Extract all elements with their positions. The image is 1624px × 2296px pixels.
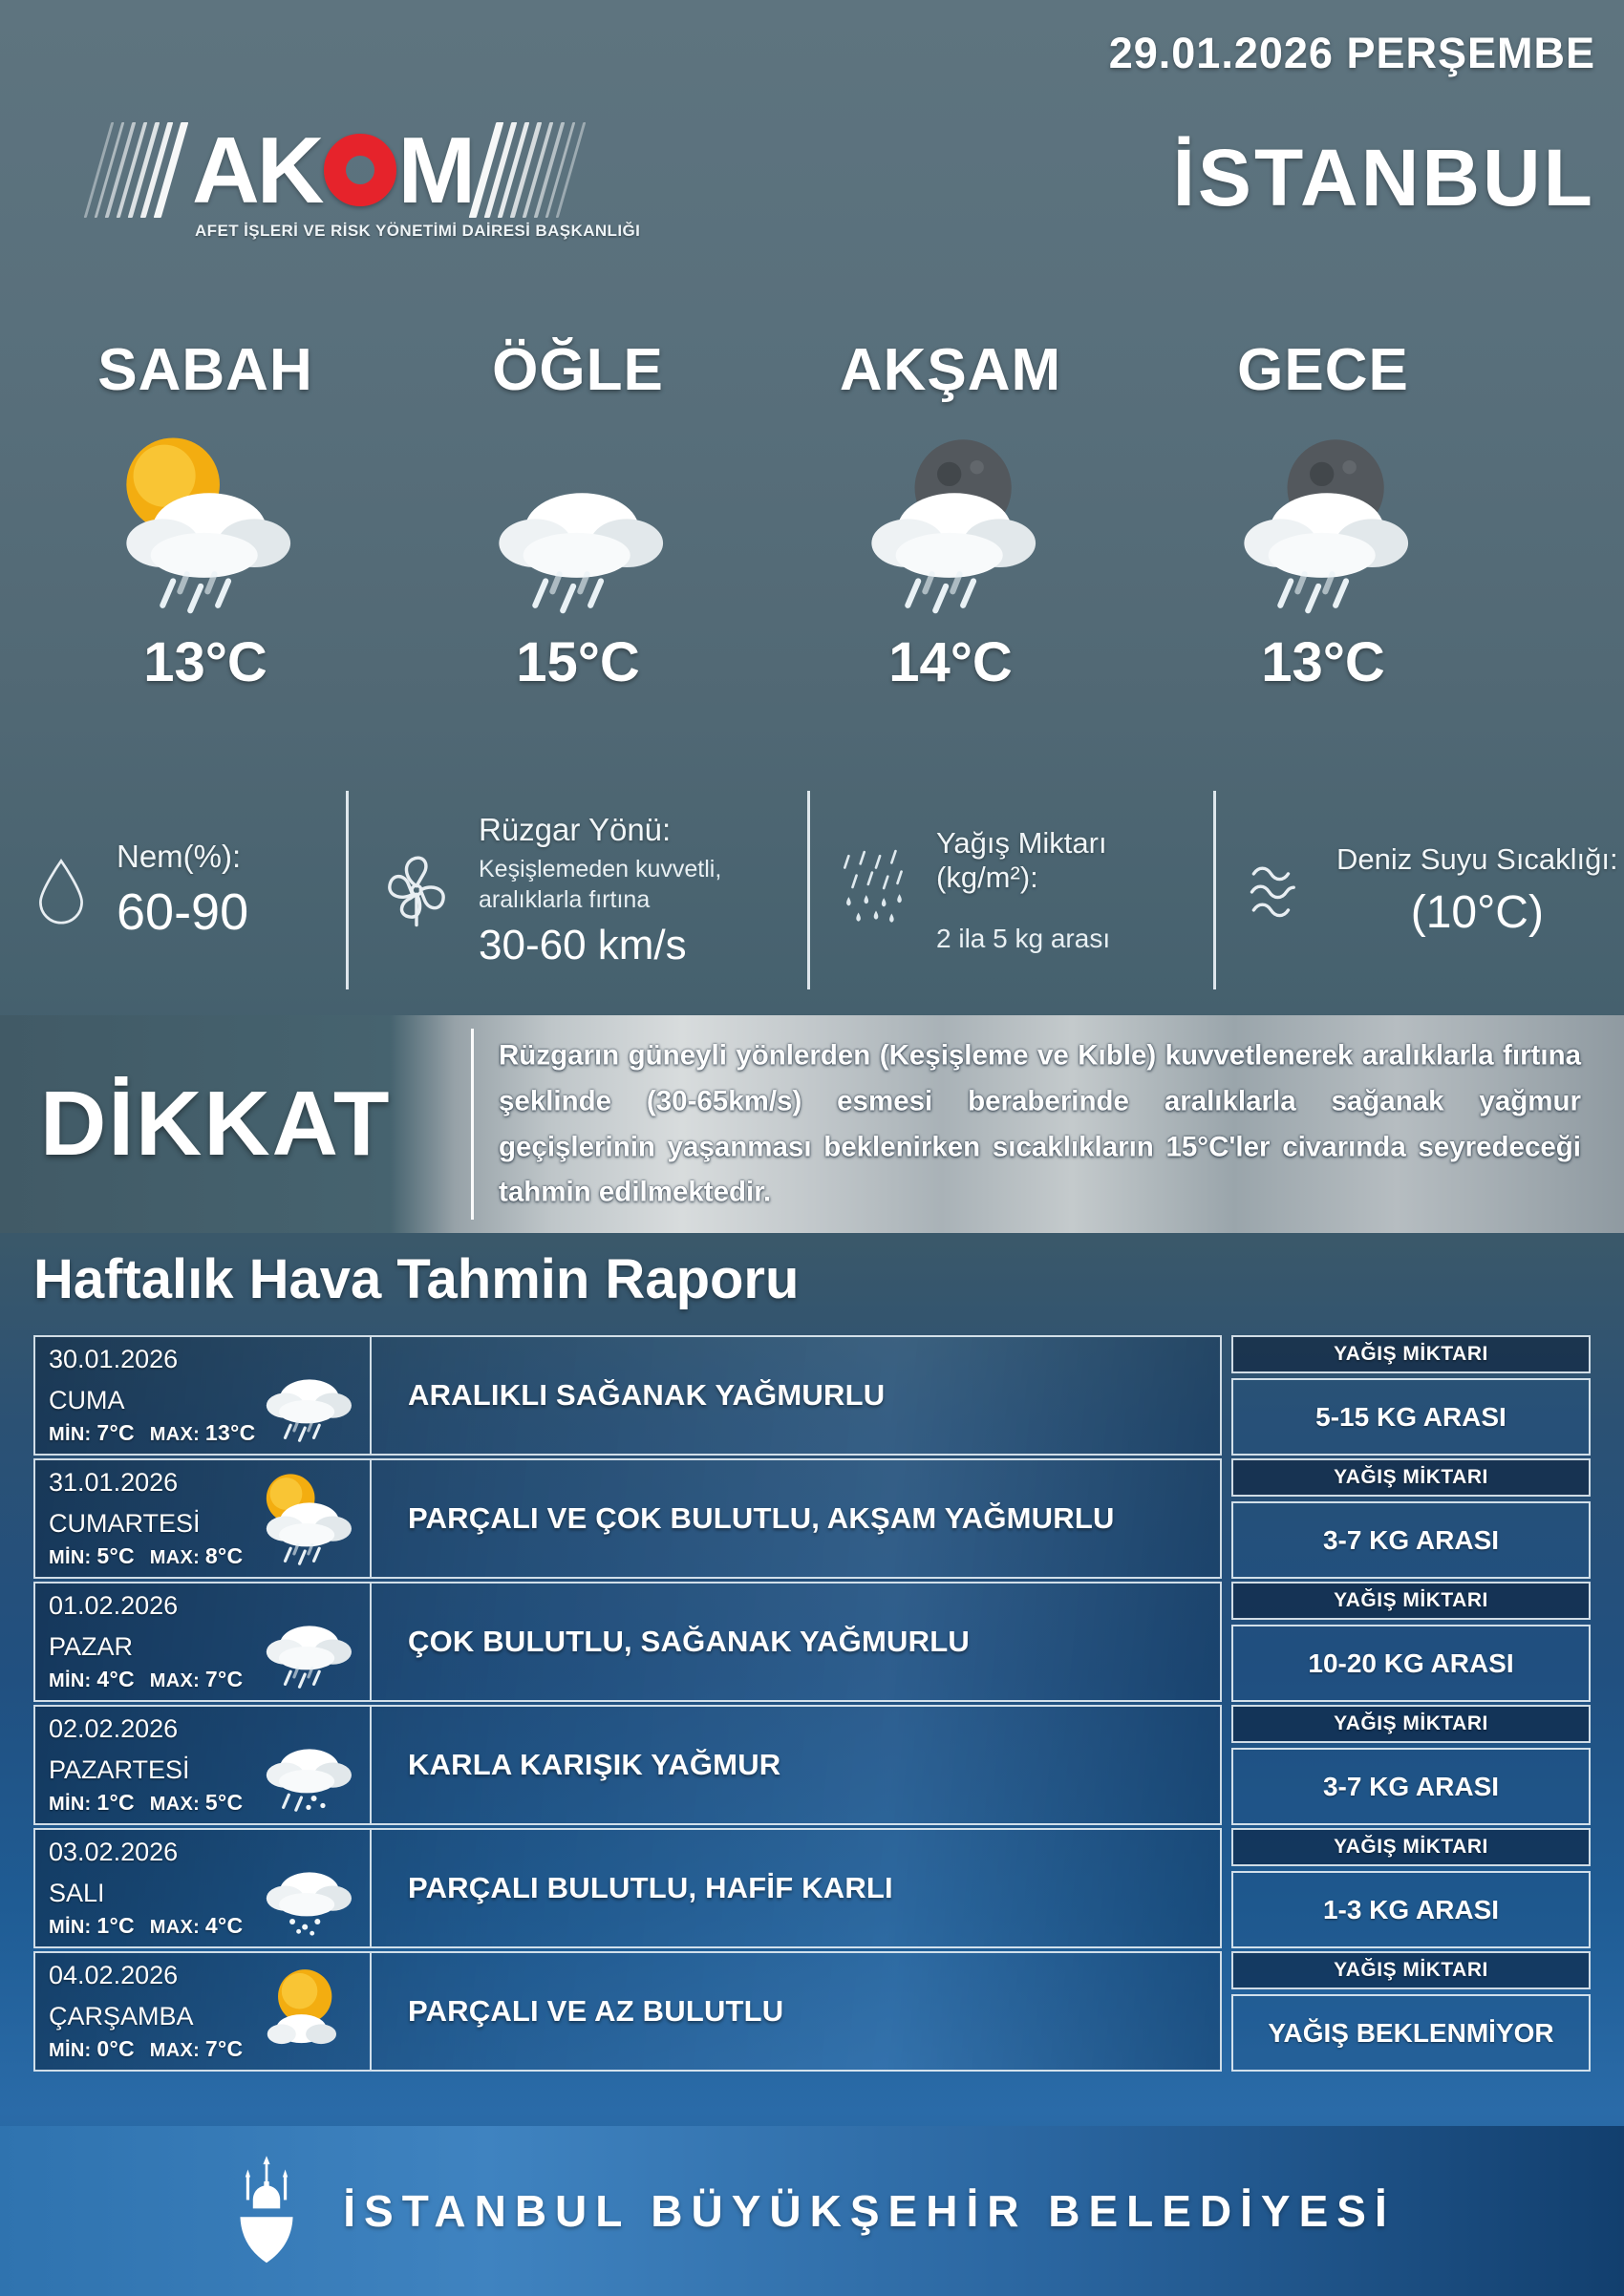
precipitation-label: Yağış Miktarı (kg/m²):	[936, 826, 1107, 894]
date-cell	[35, 1953, 372, 2070]
daily-period-noon	[392, 336, 764, 694]
raindrops-icon	[837, 846, 915, 934]
table-row	[33, 1705, 1591, 1825]
amount-cell	[1231, 1828, 1591, 1948]
table-row	[33, 1582, 1591, 1702]
period-temp: 13°C	[1261, 631, 1385, 693]
max-value: 8°C	[204, 1543, 244, 1568]
amount-cell	[1231, 1705, 1591, 1825]
min-label: MİN:	[49, 2040, 92, 2061]
sun-cloud-rain-icon	[19, 415, 392, 630]
table-row	[33, 1828, 1591, 1948]
max-value: 4°C	[204, 1913, 244, 1938]
amount-cell	[1231, 1458, 1591, 1579]
date-cell	[35, 1830, 372, 1946]
waves-icon	[1243, 854, 1315, 926]
amount-cell	[1231, 1951, 1591, 2072]
sun-cloud-icon	[249, 1955, 366, 2066]
row-forecast: PARÇALI VE AZ BULUTLU	[408, 1994, 784, 2028]
max-label: MAX:	[149, 1547, 201, 1568]
amount-header: YAĞIŞ MİKTARI	[1231, 1828, 1591, 1866]
akom-letters-ak: AK	[192, 117, 322, 223]
sun-cloud-rain-icon	[249, 1462, 366, 1573]
date-cell	[35, 1707, 372, 1823]
amount-cell	[1231, 1582, 1591, 1702]
min-value: 1°C	[96, 1913, 135, 1938]
akom-letter-o-icon	[324, 134, 396, 206]
akom-subtitle: AFET İŞLERİ VE RİSK YÖNETİMİ DAİRESİ BAŞKANLIĞI	[195, 222, 641, 240]
amount-value: 3-7 KG ARASI	[1231, 1501, 1591, 1579]
pinwheel-icon	[375, 849, 458, 931]
max-value: 7°C	[204, 1667, 244, 1691]
amount-value: YAĞIŞ BEKLENMİYOR	[1231, 1994, 1591, 2072]
min-label: MİN:	[49, 1670, 92, 1691]
table-row	[33, 1458, 1591, 1579]
period-label: AKŞAM	[839, 337, 1062, 403]
wind-label: Rüzgar Yönü:	[479, 811, 672, 847]
precipitation-value: 2 ila 5 kg arası	[936, 924, 1111, 953]
cloud-rain-icon	[249, 1585, 366, 1696]
amount-cell	[1231, 1335, 1591, 1456]
cloud-snow-icon	[249, 1832, 366, 1943]
row-minmax	[49, 1543, 243, 1569]
amount-value: 3-7 KG ARASI	[1231, 1748, 1591, 1825]
max-label: MAX:	[149, 2040, 201, 2061]
row-day: CUMARTESİ	[49, 1509, 201, 1538]
period-label: SABAH	[97, 337, 313, 403]
row-day: PAZAR	[49, 1632, 134, 1661]
precipitation-metric	[807, 791, 1213, 989]
date-cell	[35, 1584, 372, 1700]
row-forecast: PARÇALI VE ÇOK BULUTLU, AKŞAM YAĞMURLU	[408, 1501, 1115, 1535]
municipality-name: İSTANBUL BÜYÜKŞEHİR BELEDİYESİ	[343, 2186, 1396, 2236]
droplet-icon	[27, 856, 96, 925]
amount-header: YAĞIŞ MİKTARI	[1231, 1458, 1591, 1497]
min-label: MİN:	[49, 1917, 92, 1938]
cloud-rain-icon	[392, 415, 764, 630]
date-cell	[35, 1460, 372, 1577]
row-minmax	[49, 1913, 243, 1939]
row-date: 30.01.2026	[49, 1345, 179, 1373]
wind-description: Keşişlemeden kuvvetli, aralıklarla fırtına	[479, 855, 722, 913]
amount-header: YAĞIŞ MİKTARI	[1231, 1582, 1591, 1620]
period-temp: 13°C	[143, 631, 267, 693]
moon-cloud-rain-icon	[1137, 415, 1509, 630]
daily-period-morning	[19, 336, 392, 694]
amount-value: 1-3 KG ARASI	[1231, 1871, 1591, 1948]
weekly-forecast-table	[33, 1335, 1591, 2074]
row-day: CUMA	[49, 1386, 125, 1414]
akom-logo	[88, 117, 757, 241]
amount-value: 5-15 KG ARASI	[1231, 1378, 1591, 1456]
sea-temp-label: Deniz Suyu Sıcaklığı:	[1336, 841, 1618, 876]
city-name: İSTANBUL	[1172, 133, 1595, 223]
min-value: 1°C	[96, 1790, 135, 1815]
min-value: 5°C	[96, 1543, 135, 1568]
row-forecast: PARÇALI BULUTLU, HAFİF KARLI	[408, 1871, 893, 1904]
humidity-metric	[0, 791, 346, 989]
daily-period-evening	[764, 336, 1137, 694]
footer	[0, 2126, 1624, 2296]
sea-temp-value: (10°C)	[1410, 886, 1544, 938]
min-value: 0°C	[96, 2036, 135, 2061]
row-forecast: KARLA KARIŞIK YAĞMUR	[408, 1748, 781, 1781]
cloud-sleet-icon	[249, 1709, 366, 1819]
max-value: 5°C	[204, 1790, 244, 1815]
min-label: MİN:	[49, 1794, 92, 1815]
metrics-strip	[0, 791, 1624, 989]
period-label: ÖĞLE	[492, 337, 664, 403]
row-minmax	[49, 2036, 243, 2062]
row-date: 04.02.2026	[49, 1961, 179, 1989]
max-value: 7°C	[204, 2036, 244, 2061]
sea-temp-metric	[1213, 791, 1624, 989]
max-value: 13°C	[204, 1420, 256, 1445]
period-label: GECE	[1237, 337, 1409, 403]
humidity-label: Nem(%):	[117, 839, 242, 874]
akom-wordmark	[192, 117, 474, 223]
warning-strip	[0, 1015, 1624, 1233]
row-day: SALI	[49, 1879, 105, 1907]
row-date: 31.01.2026	[49, 1468, 179, 1497]
period-temp: 15°C	[516, 631, 640, 693]
humidity-value: 60-90	[117, 883, 249, 941]
akom-letter-m: M	[397, 117, 474, 223]
amount-header: YAĞIŞ MİKTARI	[1231, 1705, 1591, 1743]
row-date: 03.02.2026	[49, 1838, 179, 1866]
daily-forecast-strip	[19, 336, 1509, 694]
amount-value: 10-20 KG ARASI	[1231, 1625, 1591, 1702]
warning-title: DİKKAT	[40, 1073, 392, 1175]
min-label: MİN:	[49, 1547, 92, 1568]
weekly-report-title: Haftalık Hava Tahmin Raporu	[33, 1248, 800, 1310]
ibb-logo-icon	[228, 2154, 305, 2268]
max-label: MAX:	[149, 1917, 201, 1938]
period-temp: 14°C	[888, 631, 1013, 693]
warning-text: Rüzgarın güneyli yönlerden (Keşişleme ve Kıble) kuvvetlenerek aralıklarla fırtına şeklinde (30-65km/s) esmesi beraberinde aralıklarla sağanak yağmur geçişlerinin yaşanması beklenirken sıcaklıkların 15°C'ler civarında seyredeceği tahmin edilmektedir.	[499, 1039, 1581, 1208]
date-cell	[35, 1337, 372, 1454]
min-value: 4°C	[96, 1667, 135, 1691]
row-date: 02.02.2026	[49, 1714, 179, 1743]
table-row	[33, 1335, 1591, 1456]
row-forecast: ARALIKLI SAĞANAK YAĞMURLU	[408, 1378, 886, 1412]
row-date: 01.02.2026	[49, 1591, 179, 1620]
amount-header: YAĞIŞ MİKTARI	[1231, 1951, 1591, 1989]
max-label: MAX:	[149, 1670, 201, 1691]
cloud-rain-icon	[249, 1339, 366, 1450]
min-value: 7°C	[96, 1420, 135, 1445]
moon-cloud-rain-icon	[764, 415, 1137, 630]
logo-stripes-right-icon	[482, 122, 580, 218]
row-minmax	[49, 1667, 243, 1692]
warning-divider	[471, 1029, 474, 1220]
wind-value: 30-60 km/s	[479, 921, 687, 968]
row-forecast: ÇOK BULUTLU, SAĞANAK YAĞMURLU	[408, 1625, 970, 1658]
daily-period-night	[1137, 336, 1509, 694]
row-day: PAZARTESİ	[49, 1755, 190, 1784]
row-day: ÇARŞAMBA	[49, 2002, 194, 2030]
amount-header: YAĞIŞ MİKTARI	[1231, 1335, 1591, 1373]
max-label: MAX:	[149, 1424, 201, 1445]
max-label: MAX:	[149, 1794, 201, 1815]
table-row	[33, 1951, 1591, 2072]
min-label: MİN:	[49, 1424, 92, 1445]
logo-stripes-left-icon	[97, 122, 182, 218]
row-minmax	[49, 1420, 256, 1446]
row-minmax	[49, 1790, 243, 1816]
report-date: 29.01.2026 PERŞEMBE	[1108, 29, 1595, 77]
wind-metric	[346, 791, 807, 989]
